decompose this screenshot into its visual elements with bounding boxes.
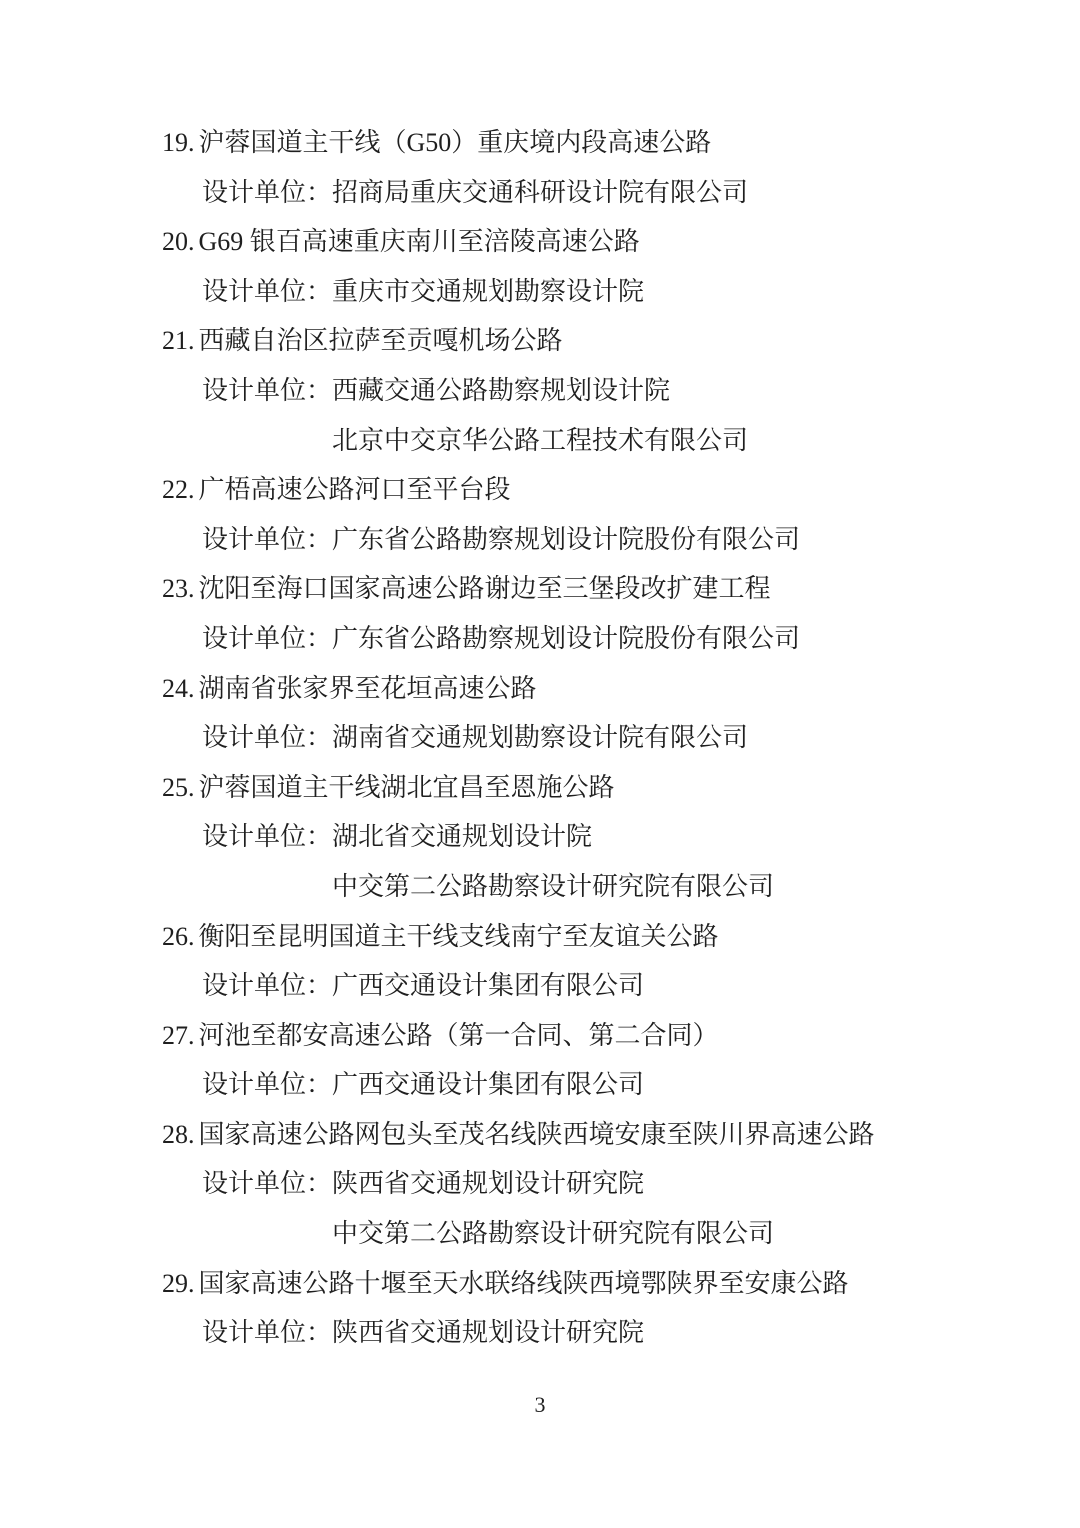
item-number: 27. xyxy=(162,1020,195,1050)
project-title-line xyxy=(0,1110,1080,1160)
item-title: 湖南省张家界至花垣高速公路 xyxy=(198,673,537,703)
project-title-line xyxy=(0,316,1080,366)
design-unit-name: 湖南省交通规划勘察设计院有限公司 xyxy=(332,723,749,753)
design-unit-name: 北京中交京华公路工程技术有限公司 xyxy=(332,425,749,455)
project-title-line xyxy=(0,217,1080,267)
design-unit-name: 中交第二公路勘察设计研究院有限公司 xyxy=(332,1219,775,1249)
item-title: 沪蓉国道主干线（G50）重庆境内段高速公路 xyxy=(198,128,712,157)
item-title: 衡阳至昆明国道主干线支线南宁至友谊关公路 xyxy=(198,921,719,951)
list-item xyxy=(0,664,1080,763)
design-unit-name: 陕西省交通规划设计研究院 xyxy=(332,1169,645,1199)
design-unit-label: 设计单位： xyxy=(202,276,333,306)
design-unit-name: 招商局重庆交通科研设计院有限公司 xyxy=(332,177,749,207)
item-number: 23. xyxy=(162,574,195,604)
design-unit-line xyxy=(0,168,1080,218)
design-unit-label: 设计单位： xyxy=(202,375,333,405)
design-unit-line xyxy=(0,1060,1080,1110)
item-title: 国家高速公路十堰至天水联络线陕西境鄂陕界至安康公路 xyxy=(198,1268,849,1298)
design-unit-name: 湖北省交通规划设计院 xyxy=(332,822,593,852)
list-item xyxy=(0,465,1080,564)
design-unit-line xyxy=(0,1308,1080,1358)
design-unit-label: 设计单位： xyxy=(202,723,333,753)
design-unit-line xyxy=(0,713,1080,763)
item-number: 26. xyxy=(162,921,195,951)
design-unit-label: 设计单位： xyxy=(202,177,333,207)
item-title: 广梧高速公路河口至平台段 xyxy=(198,475,511,505)
project-title-line xyxy=(0,664,1080,714)
item-title: 沈阳至海口国家高速公路谢边至三堡段改扩建工程 xyxy=(198,574,771,604)
design-unit-name: 重庆市交通规划勘察设计院 xyxy=(332,276,645,306)
item-title: 西藏自治区拉萨至贡嘎机场公路 xyxy=(198,326,563,356)
design-unit-name: 广西交通设计集团有限公司 xyxy=(332,1070,645,1100)
design-unit-label: 设计单位： xyxy=(202,822,333,852)
design-unit-name: 广东省公路勘察规划设计院股份有限公司 xyxy=(332,623,801,653)
item-number: 28. xyxy=(162,1119,195,1149)
list-item xyxy=(0,912,1080,1011)
design-unit-line xyxy=(0,862,1080,912)
design-unit-label: 设计单位： xyxy=(202,524,333,554)
design-unit-line xyxy=(0,416,1080,466)
list-item xyxy=(0,763,1080,912)
list-item xyxy=(0,118,1080,217)
design-unit-label: 设计单位： xyxy=(202,1318,333,1348)
list-item xyxy=(0,1259,1080,1358)
item-title: 河池至都安高速公路（第一合同、第二合同） xyxy=(198,1020,719,1050)
design-unit-label: 设计单位： xyxy=(202,623,333,653)
project-title-line xyxy=(0,1259,1080,1309)
list-item xyxy=(0,1011,1080,1110)
design-unit-line xyxy=(0,267,1080,317)
design-unit-line xyxy=(0,961,1080,1011)
page-number: 3 xyxy=(534,1392,546,1417)
design-unit-line xyxy=(0,366,1080,416)
design-unit-line xyxy=(0,515,1080,565)
design-unit-label: 设计单位： xyxy=(202,1070,333,1100)
design-unit-label: 设计单位： xyxy=(202,971,333,1001)
design-unit-line xyxy=(0,614,1080,664)
item-title: 沪蓉国道主干线湖北宜昌至恩施公路 xyxy=(198,772,615,802)
item-number: 24. xyxy=(162,673,195,703)
design-unit-line xyxy=(0,1209,1080,1259)
project-title-line xyxy=(0,564,1080,614)
project-title-line xyxy=(0,1011,1080,1061)
project-title-line xyxy=(0,763,1080,813)
design-unit-name: 广东省公路勘察规划设计院股份有限公司 xyxy=(332,524,801,554)
item-title: G69 银百高速重庆南川至涪陵高速公路 xyxy=(198,227,640,257)
design-unit-line xyxy=(0,1159,1080,1209)
design-unit-name: 西藏交通公路勘察规划设计院 xyxy=(332,375,671,405)
item-number: 25. xyxy=(162,772,195,802)
design-unit-name: 中交第二公路勘察设计研究院有限公司 xyxy=(332,871,775,901)
item-number: 29. xyxy=(162,1268,195,1298)
list-item xyxy=(0,316,1080,465)
list-item xyxy=(0,564,1080,663)
item-number: 20. xyxy=(162,227,195,257)
item-number: 19. xyxy=(162,128,195,157)
design-unit-name: 广西交通设计集团有限公司 xyxy=(332,971,645,1001)
project-title-line xyxy=(0,118,1080,168)
item-title: 国家高速公路网包头至茂名线陕西境安康至陕川界高速公路 xyxy=(198,1119,875,1149)
list-item xyxy=(0,217,1080,316)
design-unit-name: 陕西省交通规划设计研究院 xyxy=(332,1318,645,1348)
list-item xyxy=(0,1110,1080,1259)
item-number: 21. xyxy=(162,326,195,356)
item-number: 22. xyxy=(162,475,195,505)
design-unit-line xyxy=(0,812,1080,862)
project-title-line xyxy=(0,912,1080,962)
project-title-line xyxy=(0,465,1080,515)
design-unit-label: 设计单位： xyxy=(202,1169,333,1199)
